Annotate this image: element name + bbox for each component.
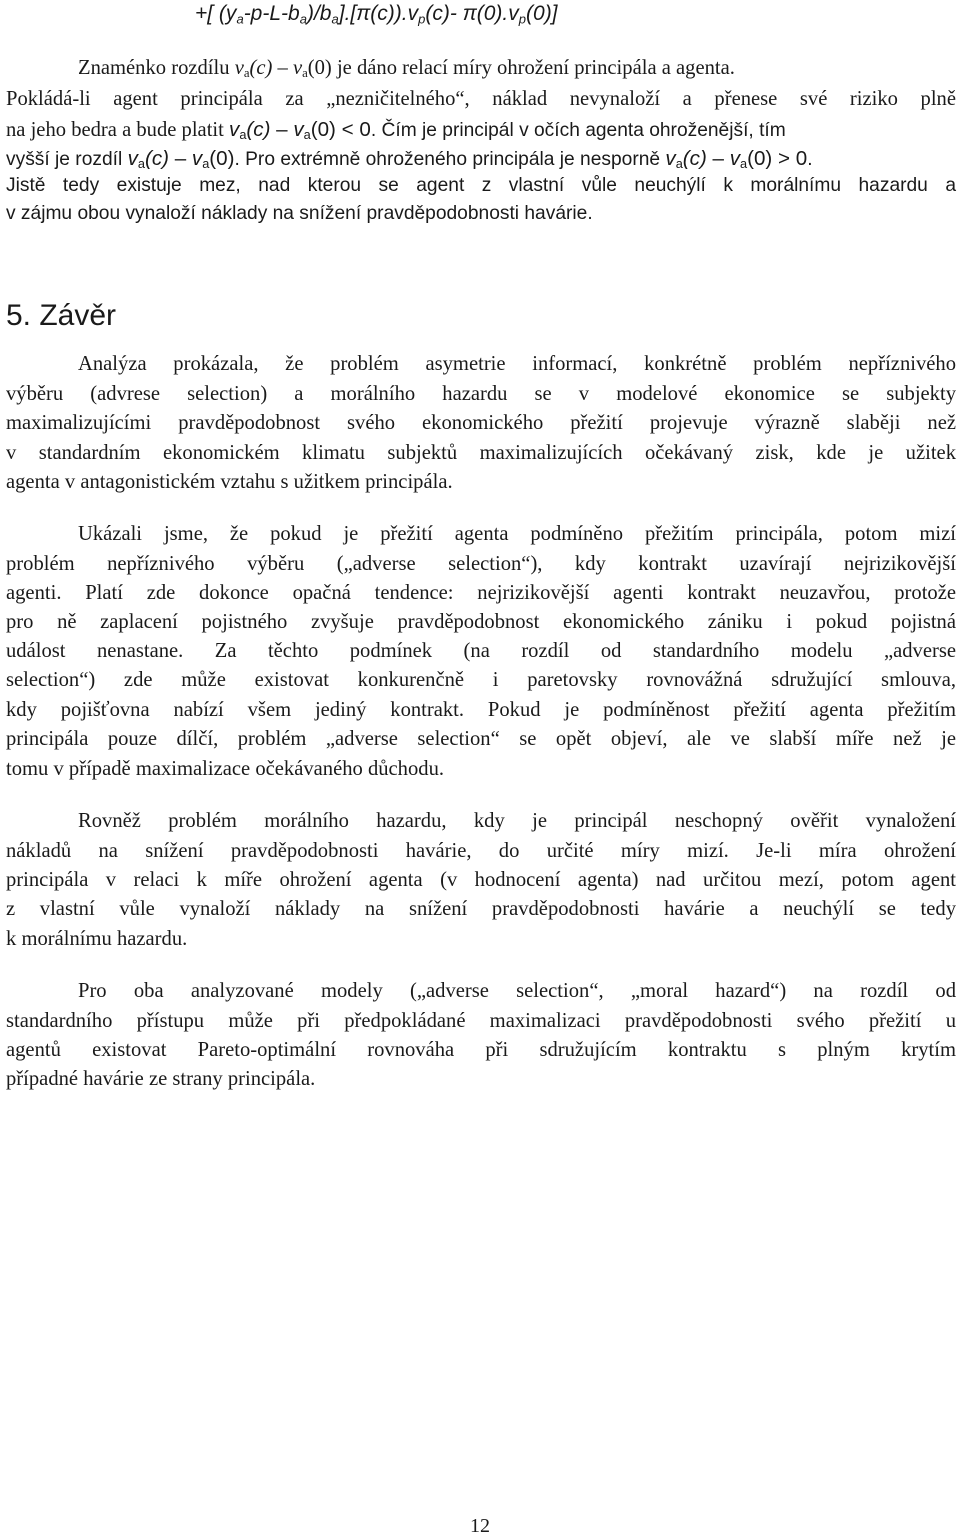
p2-line: Analýza prokázala, že problém asymetrie informací, konkrétně problém nepříznivého xyxy=(78,353,956,375)
p5-line: agentů existovat Pareto-optimální rovnováha při sdružujícím kontraktu s plným krytím xyxy=(6,1039,956,1061)
p2-line: agenta v antagonistickém vztahu s užitkem principála. xyxy=(6,471,453,493)
p3-line: Ukázali jsme, že pokud je přežití agenta podmíněno přežitím principála, potom mizí xyxy=(78,523,956,545)
p4-line: Rovněž problém morálního hazardu, kdy je principál neschopný ověřit vynaložení xyxy=(78,810,956,832)
p4-line: z vlastní vůle vynaloží náklady na snížení pravděpodobnosti havárie a neuchýlí se tedy xyxy=(6,898,956,920)
p2-line: maximalizujícími pravděpodobnost svého ekonomického přežití projevuje výrazně slaběji než xyxy=(6,412,956,434)
p1-line-4: vyšší je rozdíl $v_a(c) - v_a(0)$. Pro extrémně ohroženého principála je nesporně $v_a(c) - v_a(0) > 0$. xyxy=(6,147,813,172)
p3-line: agenti. Platí zde dokonce opačná tendence: nejrizikovější agenti kontrakt neuzavřou, protože xyxy=(6,582,956,604)
p1-line-2: Pokládá-li agent principála za „nezničitelného“, náklad nevynaloží a přenese své riziko plně xyxy=(6,88,956,110)
p3-line: problém nepříznivého výběru („adverse selection“), kdy kontrakt uzavírají nejrizikovější xyxy=(6,553,956,575)
formula-line: +[ $(y_a-p-L-b_a)/b_a].[\pi(c)).v_p(c)-$ $\pi(0).v_p(0)$] xyxy=(195,2,558,27)
p1-line-1: Znaménko rozdílu $v_a(c) - v_a(0)$ je dáno relací míry ohrožení principála a agenta. xyxy=(78,57,735,81)
p2-line: výběru (advrese selection) a morálního hazardu se v modelové ekonomice se subjekty xyxy=(6,383,956,405)
p3-line: tomu v případě maximalizace očekávaného důchodu. xyxy=(6,758,445,780)
p3-line: principála pouze dílčí, problém „adverse selection“ se opět objeví, ale ve slabší míře než je xyxy=(6,728,956,750)
p3-line: kdy pojišťovna nabízí všem jediný kontrakt. Pokud je podmíněnost přežití agenta přežitím xyxy=(6,699,956,721)
p3-line: událost nenastane. Za těchto podmínek (na rozdíl od standardního modelu „adverse xyxy=(6,640,956,662)
p5-line: případné havárie ze strany principála. xyxy=(6,1068,316,1090)
page-number: 12 xyxy=(470,1515,490,1537)
p1-line-3: na jeho bedra a bude platit $v_a(c) - v_a(0) < 0$. Čím je principál v očích agenta ohroženější, tím xyxy=(6,118,786,143)
section-heading: 5. Závěr xyxy=(6,299,117,332)
p1-line-5: Jistě tedy existuje mez, nad kterou se agent z vlastní vůle neuchýlí k morálnímu hazardu a xyxy=(6,175,956,196)
p4-line: nákladů na snížení pravděpodobnosti havárie, do určité míry mizí. Je-li míra ohrožení xyxy=(6,840,956,862)
p2-line: v standardním ekonomickém klimatu subjektů maximalizujících očekávaný zisk, kde je užitek xyxy=(6,442,956,464)
p5-line: Pro oba analyzované modely („adverse selection“, „moral hazard“) na rozdíl od xyxy=(78,980,956,1002)
p3-line: pro ně zaplacení pojistného zvyšuje pravděpodobnost ekonomického zániku i pokud pojistná xyxy=(6,611,956,633)
p4-line: k morálnímu hazardu. xyxy=(6,928,188,950)
p4-line: principála v relaci k míře ohrožení agenta (v hodnocení agenta) nad určitou mezí, potom agent xyxy=(6,869,956,891)
p3-line: selection“) zde může existovat konkurenčně i paretovsky rovnovážná sdružující smlouva, xyxy=(6,669,956,691)
p5-line: standardního přístupu může při předpokládané maximalizaci pravděpodobnosti svého přežití u xyxy=(6,1010,956,1032)
p1-line-6: v zájmu obou vynaloží náklady na snížení pravděpodobnosti havárie. xyxy=(6,203,593,224)
